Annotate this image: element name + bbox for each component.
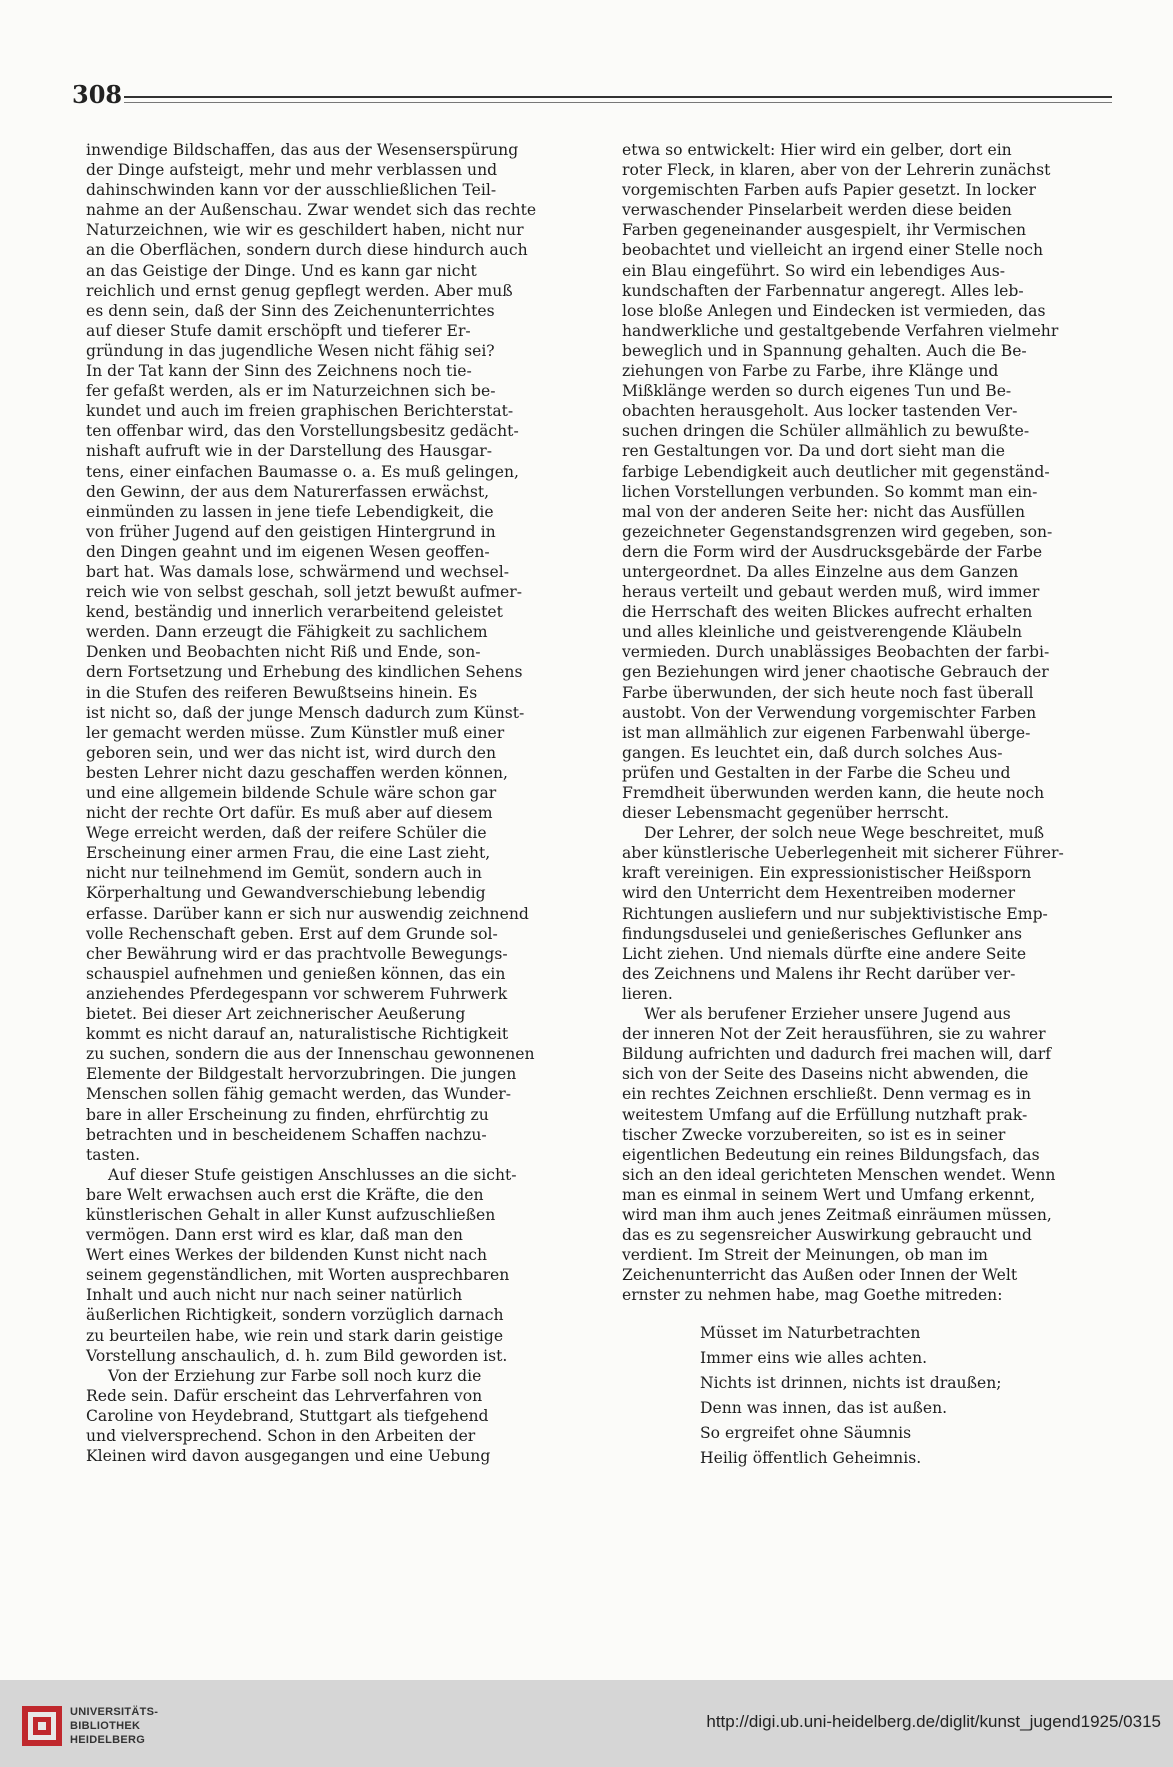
poem-line: Denn was innen, das ist außen. bbox=[700, 1399, 948, 1418]
header-rule bbox=[124, 96, 1112, 103]
paragraph: inwendige Bildschaffen, das aus der Wesenserspürung der Dinge aufsteigt, mehr und mehr verblassen und dahinschwinden kann vor der ausschließlichen Teil- nahme an der Außenschau. Zwar wendet sich das rechte Naturzeichnen, wie wir es geschildert haben, nicht nur an die Oberflächen, sondern durch diese hindurch auch an das Geistige der Dinge. Und es kann gar nicht reichlich und ernst genug gepflegt werden. Aber muß es denn sein, daß der Sinn des Zeichenunterrichtes auf dieser Stufe damit erschöpft und tieferer Er- gründung in das jugendliche Wesen nicht fähig sei? In der Tat kann der Sinn des Zeichnens noch tie- fer gefaßt werden, als er im Naturzeichnen sich be- kundet und auch im freien graphischen Berichterstat- ten offenbar wird, das den Vorstellungsbesitz gedächt- nishaft aufruft wie in der Darstellung des Hausgar- tens, einer einfachen Baumasse o. a. Es muß gelingen, den Gewinn, der aus dem Naturerfassen erwächst, einmünden zu lassen in jene tiefe Lebendigkeit, die von früher Jugend auf den geistigen Hintergrund in den Dingen geahnt und im eigenen Wesen geoffen- bart hat. Was damals lose, schwärmend und wechsel- reich wie von selbst geschah, soll jetzt bewußt aufmer- kend, beständig und innerlich verarbeitend geleistet werden. Dann erzeugt die Fähigkeit zu sachlichem Denken und Beobachten nicht Riß und Ende, son- dern Fortsetzung und Erhebung des kindlichen Sehens in die Stufen des reiferen Bewußtseins hinein. Es ist nicht so, daß der junge Mensch dadurch zum Künst- ler gemacht werden müsse. Zum Künstler muß einer geboren sein, und wer das nicht ist, wird durch den besten Lehrer nicht dazu geschaffen werden können, und eine allgemein bildende Schule wäre schon gar nicht der rechte Ort dafür. Es muß aber auf diesem Wege erreicht werden, daß der reifere Schüler die Erscheinung einer armen Frau, die eine Last zieht, nicht nur teilnehmend im Gemüt, sondern auch in Körperhaltung und Gewandverschiebung lebendig erfasse. Darüber kann er sich nur auswendig zeichnend volle Rechenschaft geben. Erst auf dem Grunde sol- cher Bewährung wird er das prachtvolle Bewegungs- schauspiel aufnehmen und genießen können, das ein anziehendes Pferdegespann vor schwerem Fuhrwerk bietet. Bei dieser Art zeichnerischer Aeußerung kommt es nicht darauf an, naturalistische Richtigkeit zu suchen, sondern die aus der Innenschau gewonnenen Elemente der Bildgestalt hervorzubringen. Die jungen Menschen sollen fähig gemacht werden, das Wunder- bare in aller Erscheinung zu finden, ehrfürchtig zu betrachten und in bescheidenem Schaffen nachzu- tasten. bbox=[86, 141, 537, 1164]
library-name-line: BIBLIOTHEK bbox=[70, 1720, 141, 1732]
library-name-line: UNIVERSITÄTS- bbox=[70, 1706, 159, 1718]
poem-line: Müsset im Naturbetrachten bbox=[700, 1324, 921, 1343]
university-library-logo-icon bbox=[18, 1702, 66, 1750]
left-column bbox=[86, 140, 596, 1466]
paragraph: Von der Erziehung zur Farbe soll noch kurz die Rede sein. Dafür erscheint das Lehrverfahren von Caroline von Heydebrand, Stuttgart als tiefgehend und vielversprechend. Schon in den Arbeiten der Kleinen wird davon ausgegangen und eine Uebung bbox=[86, 1366, 491, 1466]
paragraph: Wer als berufener Erzieher unsere Jugend aus der inneren Not der Zeit herausführen, sie zu wahrer Bildung aufrichten und dadurch frei machen will, darf sich von der Seite des Daseins nicht abwenden, die ein rechtes Zeichnen erschließt. Denn vermag es in weitestem Umfang auf die Erfüllung nutzhaft prak- tischer Zwecke vorzubereiten, so ist es in seiner eigentlichen Bedeutung ein reines Bildungsfach, das sich an den ideal gerichteten Menschen wendet. Wenn man es einmal in seinem Wert und Umfang erkennt, wird man ihm auch jenes Zeitmaß einräumen müssen, das es zu segensreicher Auswirkung gebraucht und verdient. Im Streit der Meinungen, ob man im Zeichenunterricht das Außen oder Innen der Welt ernster zu nehmen habe, mag Goethe mitreden: bbox=[622, 1005, 1056, 1305]
goethe-poem bbox=[700, 1321, 1130, 1471]
poem-line: So ergreifet ohne Säumnis bbox=[700, 1424, 912, 1443]
paragraph: etwa so entwickelt: Hier wird ein gelber, dort ein roter Fleck, in klaren, aber von der Lehrerin zunächst vorgemischten Farben aufs Papier gesetzt. In locker verwaschender Pinselarbeit werden diese beiden Farben gegeneinander ausgespielt, ihr Vermischen beobachtet und vielleicht an irgend einer Stelle noch ein Blau eingeführt. So wird ein lebendiges Aus- kundschaften der Farbennatur angeregt. Alles leb- lose bloße Anlegen und Eindecken ist vermieden, das handwerkliche und gestaltgebende Verfahren vielmehr beweglich und in Spannung gehalten. Auch die Be- ziehungen von Farbe zu Farbe, ihre Klänge und Mißklänge werden so durch eigenes Tun und Be- obachten herausgeholt. Aus locker tastenden Ver- suchen dringen die Schüler allmählich zu bewußte- ren Gestaltungen vor. Da und dort sieht man die farbige Lebendigkeit auch deutlicher mit gegenständ- lichen Vorstellungen verbunden. So kommt man ein- mal von der anderen Seite her: nicht das Ausfüllen gezeichneter Gegenstandsgrenzen wird gegeben, son- dern die Form wird der Ausdrucksgebärde der Farbe untergeordnet. Da alles Einzelne aus dem Ganzen heraus verteilt und gebaut werden muß, wird immer die Herrschaft des weiten Blickes aufrecht erhalten und alles kleinliche und geistverengende Kläubeln vermieden. Durch unablässiges Beobachten der farbi- gen Beziehungen wird jener chaotische Gebrauch der Farbe überwunden, der sich heute noch fast überall austobt. Von der Verwendung vorgemischter Farben ist man allmählich zur eigenen Farbenwahl überge- gangen. Es leuchtet ein, daß durch solches Aus- prüfen und Gestalten in der Farbe die Scheu und Fremdheit überwunden werden kann, die heute noch dieser Lebensmacht gegenüber herrscht. bbox=[622, 141, 1059, 823]
right-column bbox=[622, 140, 1130, 1471]
paragraph: Auf dieser Stufe geistigen Anschlusses an die sicht- bare Welt erwachsen auch erst die Kräfte, die den künstlerischen Gehalt in aller Kunst aufzuschließen vermögen. Dann erst wird es klar, daß man den Wert eines Werkes der bildenden Kunst nicht nach seinem gegenständlichen, mit Worten ausprechbaren Inhalt und auch nicht nur nach seiner natürlich äußerlichen Richtigkeit, sondern vorzüglich darnach zu beurteilen habe, wie rein und stark darin geistige Vorstellung anschaulich, d. h. zum Bild geworden ist. bbox=[86, 1165, 517, 1365]
page-header bbox=[72, 80, 1112, 108]
page-number: 308 bbox=[72, 80, 123, 109]
poem-line: Nichts ist drinnen, nichts ist draußen; bbox=[700, 1374, 1002, 1393]
poem-line: Immer eins wie alles achten. bbox=[700, 1349, 928, 1368]
permalink-url[interactable]: http://digi.ub.uni-heidelberg.de/diglit/kunst_jugend1925/0315 bbox=[706, 1712, 1161, 1731]
footer-bar bbox=[0, 1680, 1173, 1767]
poem-line: Heilig öffentlich Geheimnis. bbox=[700, 1449, 922, 1468]
library-name bbox=[70, 1705, 158, 1747]
paragraph: Der Lehrer, der solch neue Wege beschreitet, muß aber künstlerische Ueberlegenheit mit sicherer Führer- kraft vereinigen. Ein expressionistischer Heißsporn wird den Unterricht dem Hexentreiben moderner Richtungen ausliefern und nur subjektivistische Emp- findungsduselei und genießerisches Geflunker ans Licht ziehen. Und niemals dürfte eine andere Seite des Zeichnens und Malens ihr Recht darüber ver- lieren. bbox=[622, 824, 1064, 1003]
library-name-line: HEIDELBERG bbox=[70, 1734, 146, 1746]
